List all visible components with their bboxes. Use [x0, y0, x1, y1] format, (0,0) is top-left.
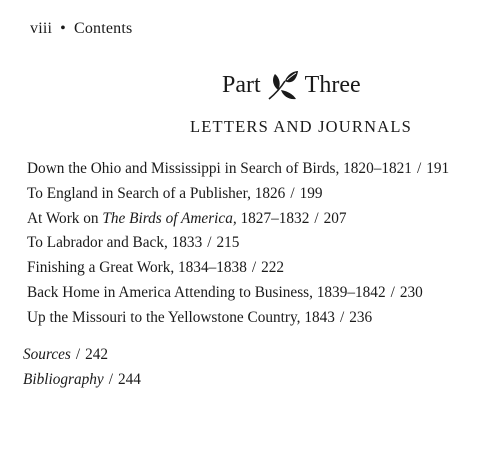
toc-entry — [27, 231, 449, 256]
toc-entry-page: 215 — [216, 234, 240, 252]
part-heading — [222, 68, 361, 102]
toc-separator: / — [339, 308, 345, 326]
toc-entry-page: 191 — [426, 160, 450, 177]
toc-entry-title-prefix: At Work on — [27, 209, 103, 227]
toc-entry — [27, 306, 449, 331]
page-folio: viii — [30, 20, 53, 37]
toc-entry-title: Back Home in America Attending to Business, 1839–1842 — [27, 283, 386, 301]
toc-entry-page: 230 — [399, 283, 423, 301]
toc-entry-page: 199 — [299, 184, 323, 202]
back-matter-entry — [23, 343, 141, 368]
running-head-bullet: • — [60, 20, 66, 37]
toc-entry — [27, 182, 449, 207]
back-matter-page: 244 — [117, 370, 141, 388]
toc-separator: / — [314, 209, 319, 227]
toc-entry-title: To England in Search of a Publisher, 1826 — [27, 184, 286, 202]
back-matter-label: Bibliography — [23, 370, 104, 388]
part-number: Three — [304, 71, 361, 98]
toc-entry — [27, 157, 449, 182]
back-matter-label: Sources — [23, 346, 71, 363]
toc-entry-title-suffix: 1827–1832 — [236, 209, 310, 227]
toc-separator: / — [290, 184, 295, 202]
contents-list — [27, 157, 449, 331]
part-title: LETTERS AND JOURNALS — [190, 117, 413, 136]
toc-entry-title: Up the Missouri to the Yellowstone Country, 1843 — [27, 308, 335, 326]
toc-separator: / — [108, 370, 113, 388]
toc-entry-title: Down the Ohio and Mississippi in Search of Birds, 1820–1821 — [27, 160, 412, 177]
toc-entry-title-italic: The Birds of America, — [102, 209, 237, 227]
leaf-ornament-icon — [266, 68, 300, 102]
back-matter-entry — [23, 368, 141, 393]
toc-separator: / — [416, 160, 422, 177]
toc-separator: / — [251, 259, 257, 277]
toc-separator: / — [75, 346, 81, 363]
toc-entry-title: Finishing a Great Work, 1834–1838 — [27, 259, 247, 277]
toc-entry — [27, 256, 449, 281]
back-matter-page: 242 — [85, 346, 109, 363]
toc-entry-page: 222 — [261, 259, 285, 277]
back-matter-list — [23, 343, 141, 392]
toc-separator: / — [207, 234, 212, 252]
running-head-section: Contents — [73, 20, 133, 37]
toc-entry-page: 236 — [349, 308, 373, 326]
toc-entry-title: To Labrador and Back, 1833 — [27, 234, 203, 252]
toc-separator: / — [390, 283, 395, 301]
toc-entry — [27, 207, 449, 232]
running-head — [30, 20, 132, 38]
toc-entry — [27, 281, 449, 306]
toc-entry-page: 207 — [323, 209, 347, 227]
part-word: Part — [222, 71, 261, 98]
